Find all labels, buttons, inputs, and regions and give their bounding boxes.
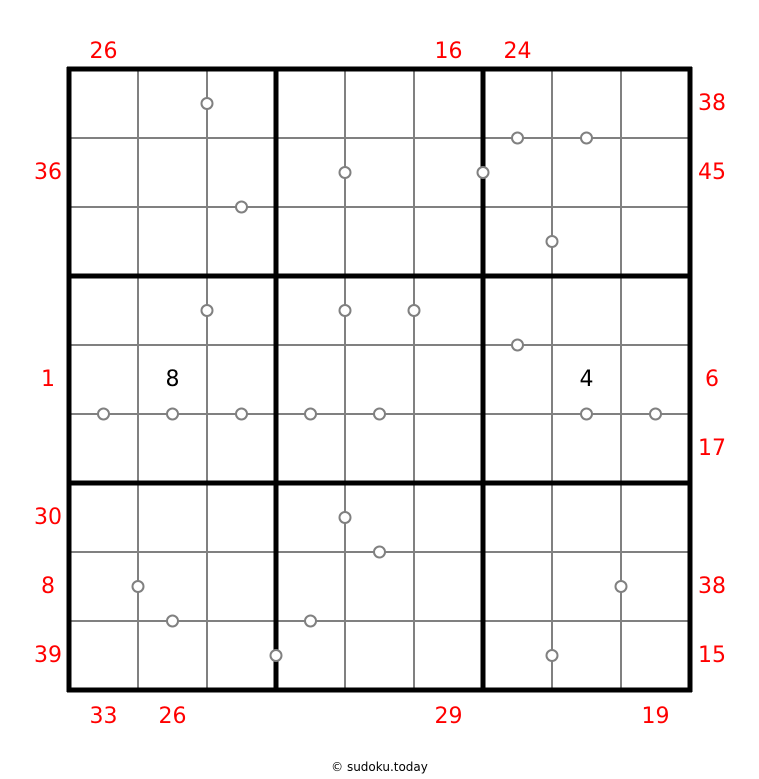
footer-credit: © sudoku.today	[331, 760, 428, 774]
circle-marker	[374, 547, 385, 558]
circle-marker	[98, 409, 109, 420]
clue-left: 36	[34, 159, 62, 185]
circle-marker	[167, 409, 178, 420]
circle-marker	[305, 616, 316, 627]
clue-bottom: 19	[641, 704, 670, 729]
circle-marker	[340, 512, 351, 523]
circle-marker	[236, 202, 247, 213]
circle-marker	[236, 409, 247, 420]
circle-marker	[305, 409, 316, 420]
clue-bottom: 33	[89, 704, 118, 729]
circle-marker	[202, 305, 213, 316]
clue-top: 26	[89, 39, 118, 64]
circle-marker	[547, 650, 558, 661]
circle-marker	[581, 409, 592, 420]
clue-left: 8	[41, 573, 55, 599]
clue-right: 17	[698, 435, 726, 461]
clue-bottom: 26	[158, 704, 187, 729]
clue-right: 45	[698, 159, 726, 185]
circle-marker	[478, 167, 489, 178]
circle-marker	[409, 305, 420, 316]
given-digit: 8	[165, 366, 180, 392]
circle-marker	[616, 581, 627, 592]
circle-marker	[512, 340, 523, 351]
clue-left: 1	[41, 366, 55, 392]
clue-right: 38	[698, 90, 726, 116]
circle-marker	[167, 616, 178, 627]
circle-marker	[202, 98, 213, 109]
circle-marker	[271, 650, 282, 661]
circle-marker	[340, 167, 351, 178]
circle-marker	[374, 409, 385, 420]
clue-right: 38	[698, 573, 726, 599]
circle-marker	[581, 133, 592, 144]
given-digit: 4	[579, 366, 594, 392]
clue-top: 16	[434, 39, 463, 64]
clue-bottom: 29	[434, 704, 463, 729]
clue-left: 39	[34, 642, 62, 668]
clue-left: 30	[34, 504, 62, 530]
circle-marker	[512, 133, 523, 144]
circle-marker	[650, 409, 661, 420]
circle-marker	[340, 305, 351, 316]
clue-right: 15	[698, 642, 726, 668]
circle-marker	[133, 581, 144, 592]
clue-right: 6	[705, 366, 719, 392]
clue-top: 24	[503, 39, 532, 64]
circle-marker	[547, 236, 558, 247]
